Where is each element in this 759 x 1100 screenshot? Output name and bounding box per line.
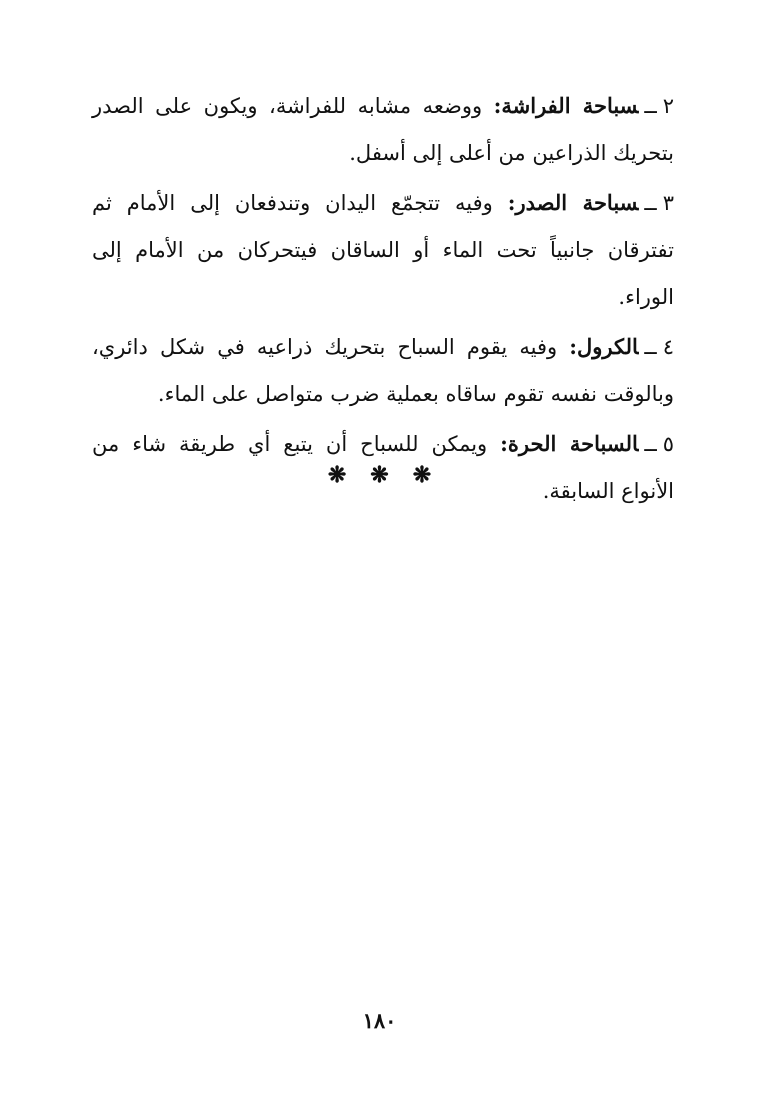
item-number: ٢ xyxy=(662,94,675,118)
paragraph-crawl-stroke xyxy=(92,323,674,418)
item-dash: ــ xyxy=(644,191,657,215)
paragraph-butterfly-stroke xyxy=(92,82,674,177)
item-text: ووضعه مشابه للفراشة، ويكون على الصدر بتحريك الذراعين من أعلى إلى أسفل. xyxy=(92,94,674,165)
item-text: وفيه يقوم السباح بتحريك ذراعيه في شكل دائري، وبالوقت نفسه تقوم ساقاه بعملية ضرب متواصل على الماء. xyxy=(92,335,674,406)
item-number: ٣ xyxy=(662,191,674,215)
item-text: وفيه تتجمّع اليدان وتندفعان إلى الأمام ثم تفترقان جانبياً تحت الماء أو الساقان فيتحركان من الأمام إلى الوراء. xyxy=(92,191,674,309)
asterism-icon: ❋ xyxy=(412,462,432,488)
section-separator xyxy=(0,462,759,488)
item-dash: ــ xyxy=(644,335,657,359)
item-dash: ــ xyxy=(644,432,657,456)
paragraph-breast-stroke xyxy=(92,179,674,321)
page-body xyxy=(92,82,674,517)
item-dash: ــ xyxy=(644,94,657,118)
page-number: ١٨٠ xyxy=(362,1008,397,1033)
item-term: الكرول: xyxy=(569,334,639,359)
item-number: ٤ xyxy=(662,335,674,359)
item-number: ٥ xyxy=(662,432,675,456)
item-term: السباحة الحرة: xyxy=(500,431,639,456)
item-term: سباحة الفراشة: xyxy=(493,93,639,118)
item-term: سباحة الصدر: xyxy=(507,190,639,215)
asterism-icon: ❋ xyxy=(327,462,347,488)
asterism-icon: ❋ xyxy=(370,462,389,488)
item-text: ويمكن للسباح أن يتبع أي طريقة شاء من الأنواع السابقة. xyxy=(92,432,674,503)
